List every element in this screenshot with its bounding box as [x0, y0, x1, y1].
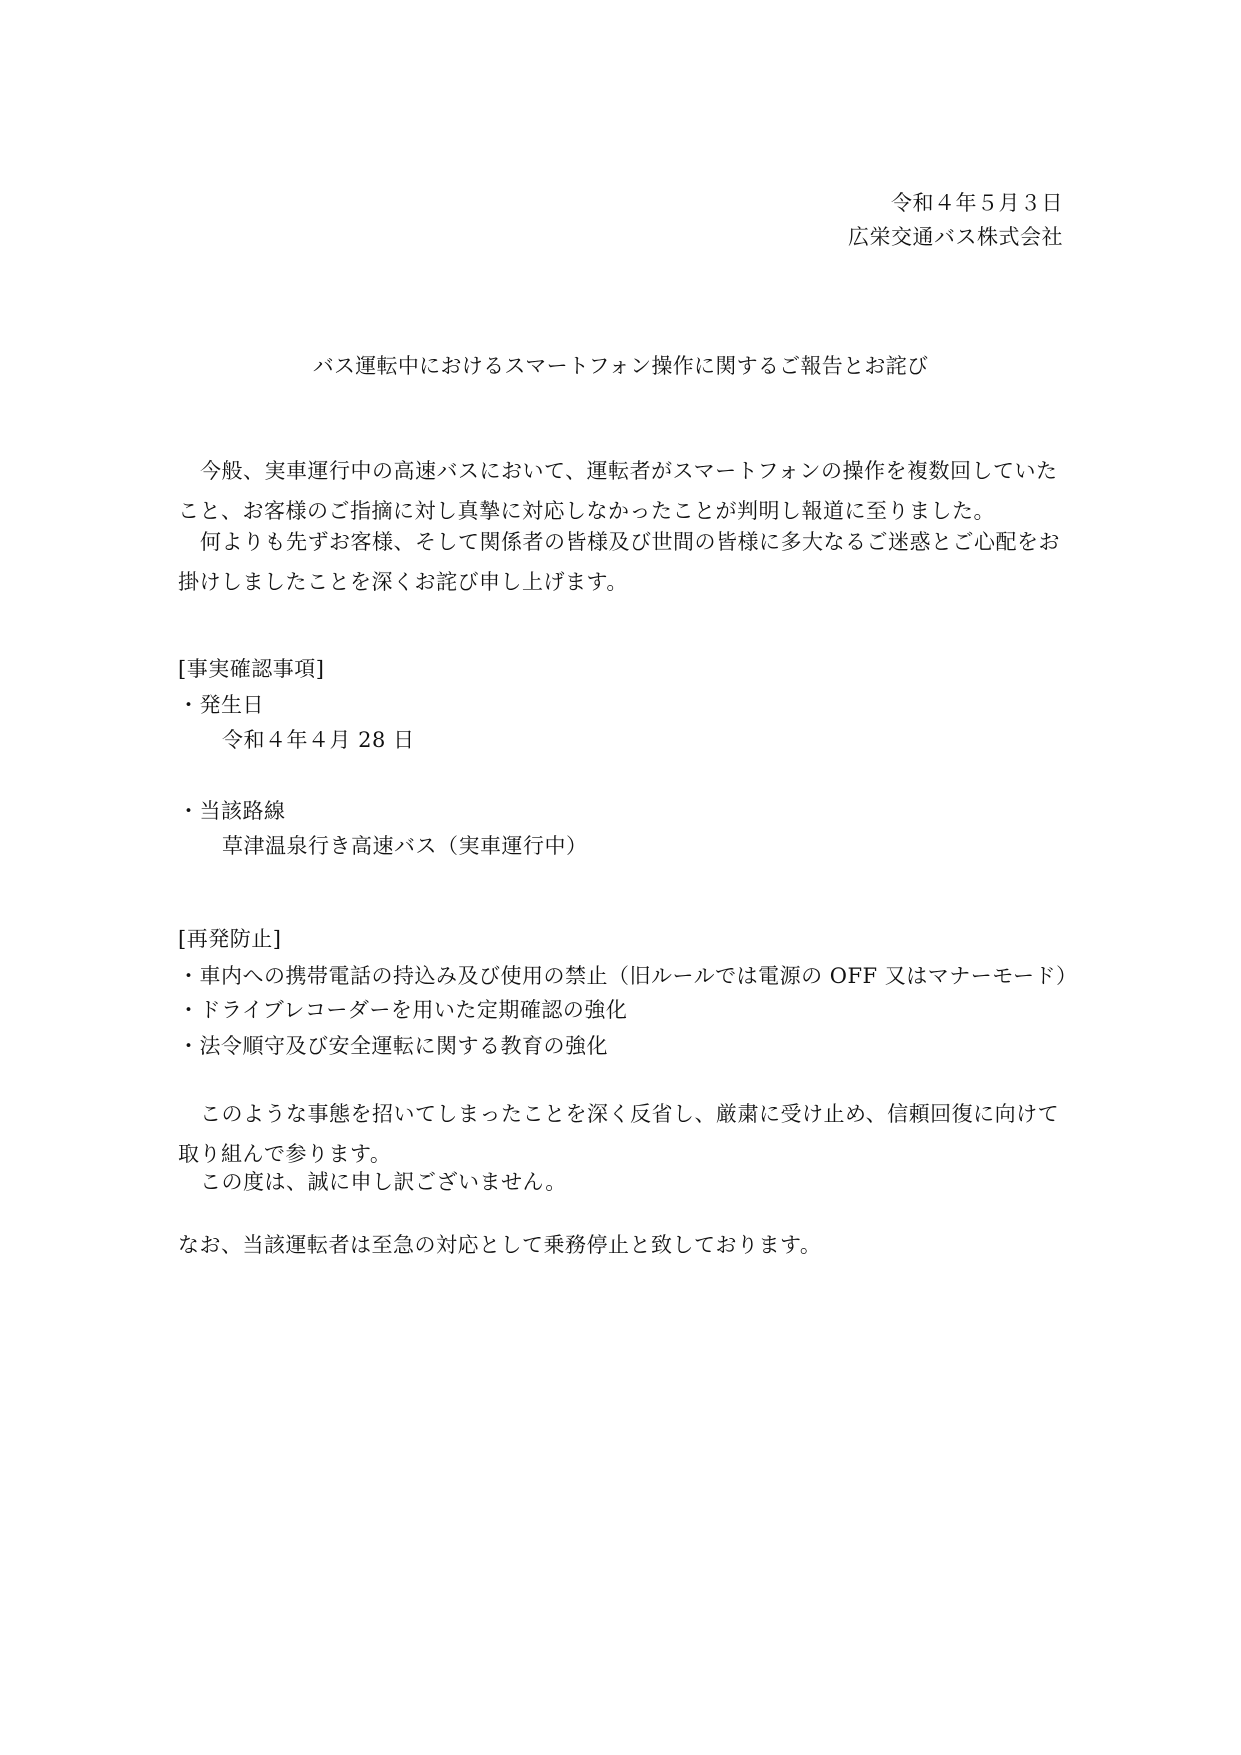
- prevention-item: ・ドライブレコーダーを用いた定期確認の強化: [178, 998, 628, 1022]
- intro-paragraph-2: 何よりも先ずお客様、そして関係者の皆様及び世間の皆様に多大なるご迷惑とご心配をお掛けしましたことを深くお詫び申し上げます。: [178, 530, 1060, 594]
- document-title: バス運転中におけるスマートフォン操作に関するご報告とお詫び: [312, 354, 929, 378]
- closing-paragraph-1: このような事態を招いてしまったことを深く反省し、厳粛に受け止め、信頼回復に向けて取り組んで参ります。: [178, 1102, 1060, 1166]
- prevention-item: ・法令順守及び安全運転に関する教育の強化: [178, 1034, 608, 1058]
- route-label: ・当該路線: [178, 799, 286, 823]
- occurrence-date-label: ・発生日: [178, 693, 264, 717]
- company-name: 広栄交通バス株式会社: [848, 225, 1063, 249]
- intro-paragraph-1: 今般、実車運行中の高速バスにおいて、運転者がスマートフォンの操作を複数回していたこと、お客様のご指摘に対し真摯に対応しなかったことが判明し報道に至りました。: [178, 459, 1058, 523]
- route-value: 草津温泉行き高速バス（実車運行中）: [222, 834, 588, 858]
- closing-paragraph-2: この度は、誠に申し訳ございません。: [200, 1170, 567, 1194]
- closing-note: なお、当該運転者は至急の対応として乗務停止と致しております。: [178, 1233, 822, 1257]
- facts-heading: [事実確認事項]: [178, 657, 325, 681]
- prevention-heading: [再発防止]: [178, 927, 282, 951]
- document-date: 令和４年５月３日: [891, 191, 1063, 215]
- prevention-item: ・車内への携帯電話の持込み及び使用の禁止（旧ルールでは電源の OFF 又はマナーモード）: [178, 964, 1078, 988]
- occurrence-date-value: 令和４年４月 28 日: [222, 728, 415, 752]
